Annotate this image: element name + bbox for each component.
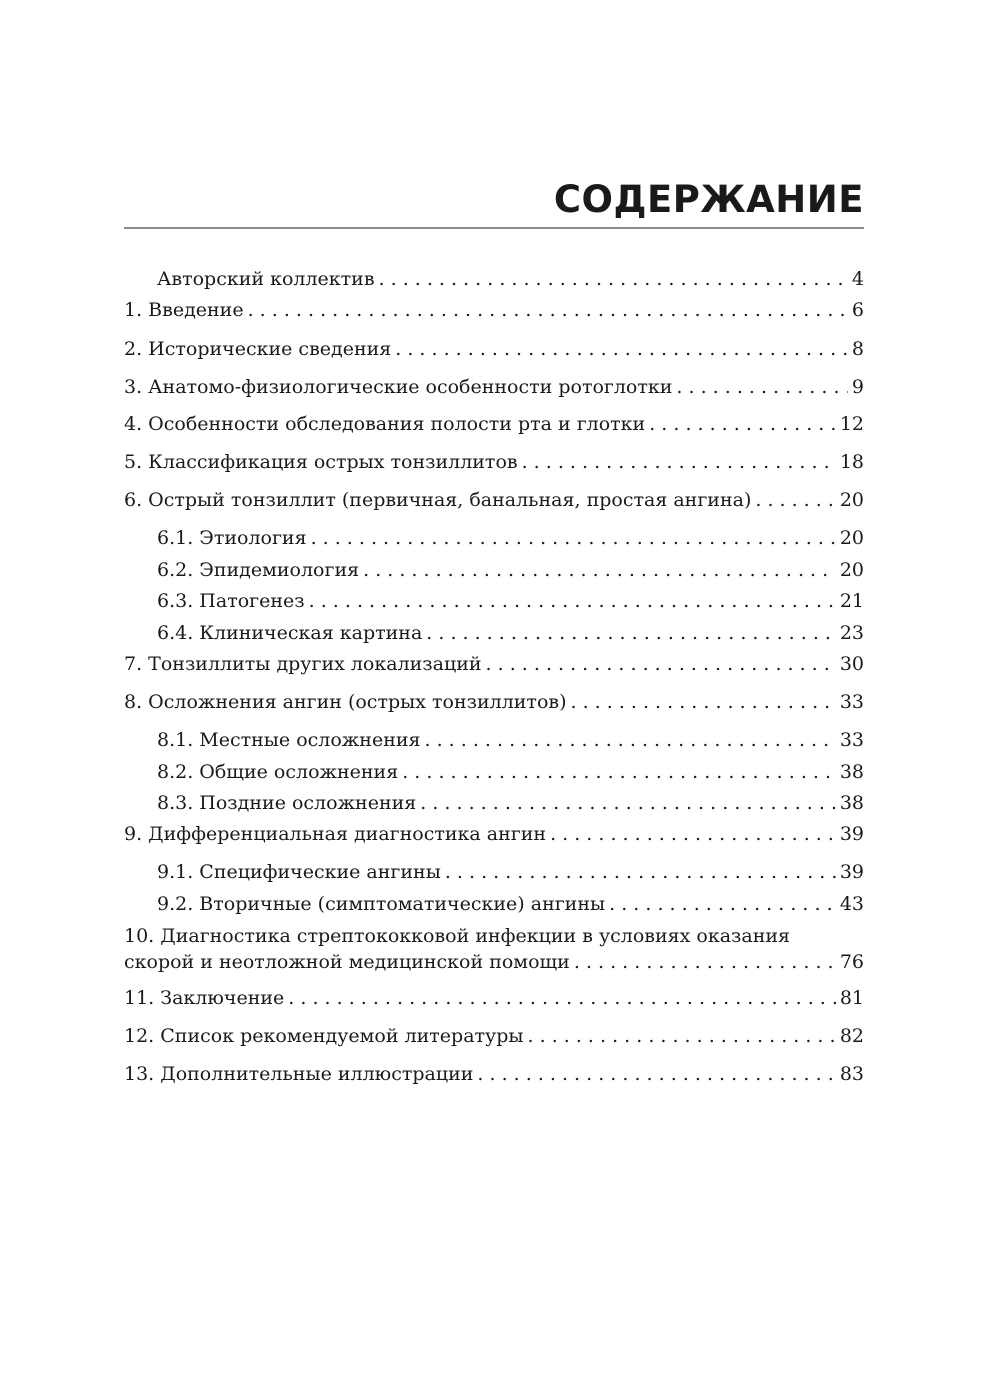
dot-leader: [248, 297, 848, 323]
dot-leader: [288, 985, 836, 1011]
toc-entry-label: 6.1. Этиология: [157, 527, 307, 549]
toc-entry-page: 8: [851, 338, 864, 360]
toc-entry-page: 23: [839, 622, 864, 644]
toc-entry-label: 9. Дифференциальная диагностика ангин: [124, 823, 547, 845]
toc-entry-8-1[interactable]: [124, 727, 864, 753]
toc-entry-page: 81: [839, 987, 864, 1009]
toc-entry-page: 20: [839, 559, 864, 581]
toc-entry-label: 6.3. Патогенез: [157, 590, 305, 612]
toc-entry-9-2[interactable]: [124, 891, 864, 917]
dot-leader: [522, 449, 836, 475]
toc-entry-page: 38: [839, 761, 864, 783]
toc-entry-page: 33: [839, 691, 864, 713]
toc-entry-label: 13. Дополнительные иллюстрации: [124, 1063, 474, 1085]
toc-entry-label-line1: 10. Диагностика стрептококковой инфекции в условиях оказания: [124, 925, 791, 947]
dot-leader: [309, 588, 836, 614]
toc-entry-page: 18: [839, 451, 864, 473]
toc-entry-6-4[interactable]: [124, 620, 864, 646]
toc-entry-label: 1. Введение: [124, 299, 244, 321]
toc-entry-10[interactable]: [124, 923, 864, 975]
toc-entry-label: 8. Осложнения ангин (острых тонзиллитов): [124, 691, 567, 713]
toc-entry-4[interactable]: [124, 411, 864, 437]
toc-entry-label: 8.2. Общие осложнения: [157, 761, 399, 783]
toc-entry-page: 76: [839, 951, 864, 973]
dot-leader: [420, 790, 836, 816]
toc-entry-label: 5. Классификация острых тонзиллитов: [124, 451, 518, 473]
toc-entry-label: 12. Список рекомендуемой литературы: [124, 1025, 524, 1047]
toc-entry-label: 9.1. Специфические ангины: [157, 861, 441, 883]
toc-entry-page: 20: [839, 527, 864, 549]
toc-entry-label: 9.2. Вторичные (симптоматические) ангины: [157, 893, 606, 915]
dot-leader: [426, 620, 836, 646]
toc-entry-page: 82: [839, 1025, 864, 1047]
dot-leader: [528, 1023, 836, 1049]
toc-entry-authors[interactable]: [124, 266, 864, 292]
toc-entry-page: 38: [839, 792, 864, 814]
dot-leader: [379, 266, 848, 292]
dot-leader: [550, 821, 836, 847]
toc-entry-12[interactable]: [124, 1023, 864, 1049]
toc-entry-label: 7. Тонзиллиты других локализаций: [124, 653, 482, 675]
toc-entry-page: 39: [839, 861, 864, 883]
dot-leader: [486, 651, 836, 677]
toc-entry-page: 21: [839, 590, 864, 612]
dot-leader: [445, 859, 836, 885]
dot-leader: [402, 759, 836, 785]
toc-entry-6-1[interactable]: [124, 525, 864, 551]
dot-leader: [395, 336, 848, 362]
dot-leader: [676, 374, 847, 400]
toc-entry-page: 20: [839, 489, 864, 511]
toc-entry-page: 12: [839, 413, 864, 435]
dot-leader: [755, 487, 835, 513]
toc-entry-label: 2. Исторические сведения: [124, 338, 392, 360]
dot-leader: [477, 1061, 835, 1087]
dot-leader: [574, 949, 836, 975]
dot-leader: [425, 727, 836, 753]
toc-entry-9-1[interactable]: [124, 859, 864, 885]
toc-entry-6-3[interactable]: [124, 588, 864, 614]
toc-entry-page: 39: [839, 823, 864, 845]
title-underline: [124, 227, 864, 229]
toc-entry-1[interactable]: [124, 297, 864, 323]
toc-entry-2[interactable]: [124, 336, 864, 362]
dot-leader: [649, 411, 836, 437]
toc-entry-label: 11. Заключение: [124, 987, 285, 1009]
toc-entry-label: 6. Острый тонзиллит (первичная, банальная, простая ангина): [124, 489, 752, 511]
toc-entry-label: 8.1. Местные осложнения: [157, 729, 421, 751]
toc-entry-6[interactable]: [124, 487, 864, 513]
toc-entry-8-3[interactable]: [124, 790, 864, 816]
toc-entry-page: 43: [839, 893, 864, 915]
toc-entry-label: 4. Особенности обследования полости рта и глотки: [124, 413, 646, 435]
toc-entry-page: 4: [851, 268, 864, 290]
toc-entry-6-2[interactable]: [124, 557, 864, 583]
toc-entry-label-line2: скорой и неотложной медицинской помощи: [124, 951, 570, 973]
toc-entry-page: 30: [839, 653, 864, 675]
toc-entry-9[interactable]: [124, 821, 864, 847]
toc-entry-label: 6.2. Эпидемиология: [157, 559, 360, 581]
toc-entry-7[interactable]: [124, 651, 864, 677]
toc-entry-13[interactable]: [124, 1061, 864, 1087]
toc-entry-label: 3. Анатомо-физиологические особенности ротоглотки: [124, 376, 673, 398]
toc-entry-11[interactable]: [124, 985, 864, 1011]
toc-entry-page: 6: [851, 299, 864, 321]
dot-leader: [363, 557, 836, 583]
toc-entry-5[interactable]: [124, 449, 864, 475]
toc-entry-label: 8.3. Поздние осложнения: [157, 792, 417, 814]
page-title: СОДЕРЖАНИЕ: [553, 178, 864, 221]
toc-entry-label: Авторский коллектив: [157, 268, 375, 290]
dot-leader: [311, 525, 836, 551]
dot-leader: [609, 891, 836, 917]
dot-leader: [571, 689, 836, 715]
toc-entry-last-line: [124, 949, 864, 975]
toc-entry-label: 6.4. Клиническая картина: [157, 622, 423, 644]
toc-entry-8-2[interactable]: [124, 759, 864, 785]
toc-entry-3[interactable]: [124, 374, 864, 400]
toc-entry-8[interactable]: [124, 689, 864, 715]
toc-entry-page: 9: [851, 376, 864, 398]
toc-entry-page: 83: [839, 1063, 864, 1085]
toc-entry-page: 33: [839, 729, 864, 751]
